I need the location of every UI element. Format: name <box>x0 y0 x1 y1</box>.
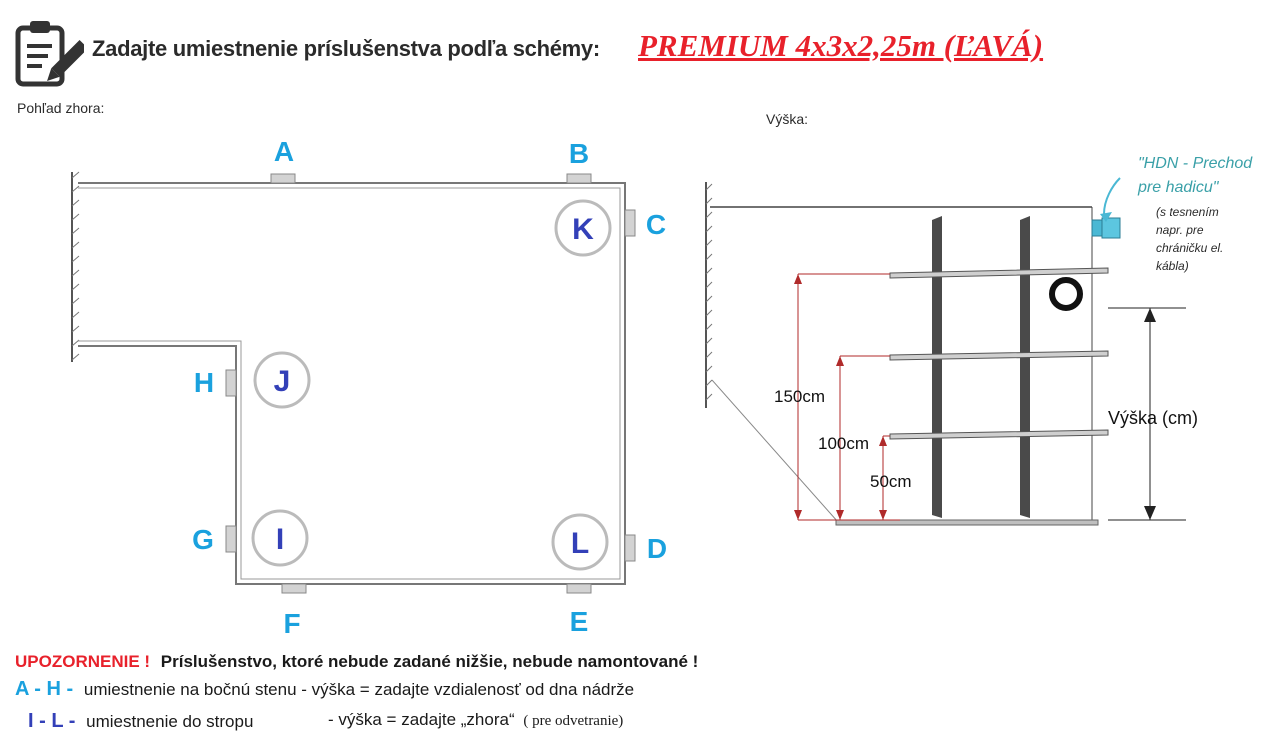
point-g-label: G <box>192 524 214 555</box>
legend-key-ceiling: I - L - <box>28 710 76 732</box>
clipboard-pencil-icon <box>14 18 84 90</box>
warning-label: UPOZORNENIE ! <box>15 652 151 671</box>
hdn-label-line1: "HDN - Prechod <box>1138 155 1253 172</box>
hdn-note-line1: (s tesnením <box>1156 205 1219 219</box>
point-k-label: K <box>572 213 594 246</box>
legend-row-ceiling-height <box>328 710 623 730</box>
point-a-label: A <box>273 136 295 167</box>
legend-text-side: umiestnenie na bočnú stenu - výška = zadajte vzdialenosť od dna nádrže <box>83 680 635 699</box>
side-view-label: Výška: <box>766 111 809 127</box>
height-label: Výška (cm) <box>1108 408 1198 428</box>
point-j-label: J <box>273 365 291 398</box>
point-e-label: E <box>569 606 589 637</box>
dimension-50: 50cm <box>870 472 912 491</box>
side-view-diagram <box>700 140 1280 540</box>
point-f-label: F <box>283 608 301 639</box>
hdn-note-line4: kábla) <box>1156 259 1189 273</box>
top-view-label: Pohľad zhora: <box>17 100 105 116</box>
dimension-150: 150cm <box>774 387 826 406</box>
point-i-label: I <box>275 523 285 556</box>
hdn-label-line2: pre hadicu" <box>1138 179 1219 196</box>
legend-row-ceiling <box>28 710 253 733</box>
point-h-label: H <box>193 367 215 398</box>
model-title: PREMIUM 4x3x2,25m (ĽAVÁ) <box>638 28 1044 63</box>
legend-row-side <box>15 678 634 701</box>
warning-text: Príslušenstvo, ktoré nebude zadané nižšie, nebude namontované ! <box>160 652 699 671</box>
warning-line <box>15 652 698 672</box>
point-l-label: L <box>570 527 590 560</box>
hdn-note-line3: chráničku el. <box>1156 241 1224 255</box>
legend-note-ceiling: ( pre odvetranie) <box>523 713 624 729</box>
legend-text-ceiling: umiestnenie do stropu <box>86 712 254 731</box>
top-view-diagram <box>0 130 700 640</box>
hdn-note-line2: napr. pre <box>1156 223 1204 237</box>
dimension-100: 100cm <box>818 434 870 453</box>
legend-text-ceiling-height: - výška = zadajte „zhora“ <box>328 710 515 729</box>
point-d-label: D <box>646 533 668 564</box>
point-c-label: C <box>645 209 667 240</box>
legend-key-side: A - H - <box>15 678 74 700</box>
point-b-label: B <box>568 138 590 169</box>
page-title: Zadajte umiestnenie príslušenstva podľa schémy: <box>92 36 600 61</box>
